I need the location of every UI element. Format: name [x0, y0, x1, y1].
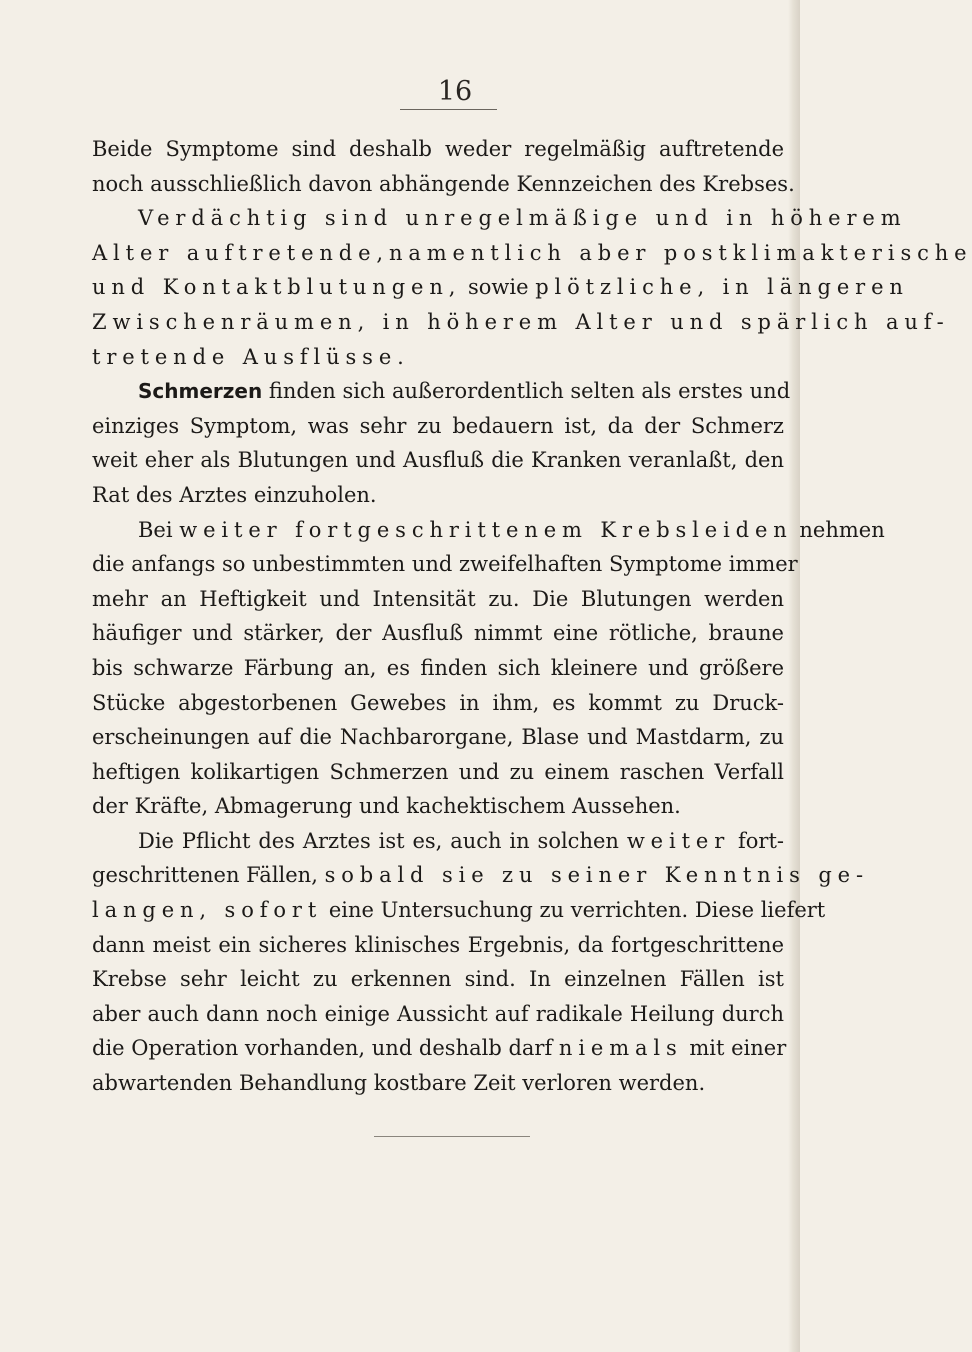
text-line: Stücke abgestorbenen Gewebes in ihm, es kommt zu Druck- [92, 690, 784, 715]
text-line: heftigen kolikartigen Schmerzen und zu einem raschen Verfall [92, 759, 784, 784]
text-line: weit eher als Blutungen und Ausfluß die Kranken veranlaßt, den [92, 448, 784, 473]
text-line: mehr an Heftigkeit und Intensität zu. Die Blutungen werden [92, 586, 784, 611]
section-term: Schmerzen [138, 379, 263, 404]
footer-rule [374, 1136, 530, 1137]
text-line: noch ausschließlich davon abhängende Kennzeichen des Krebses. [92, 171, 795, 196]
text-line: langen, sofort eine Untersuchung zu verrichten. Diese liefert [92, 898, 826, 923]
header-rule [400, 109, 497, 110]
text-line: Die Pflicht des Arztes ist es, auch in solchen weiter fort- [138, 828, 784, 853]
text-line: tretende Ausflüsse. [92, 344, 410, 369]
text-line: der Kräfte, Abmagerung und kachektischem Aussehen. [92, 794, 681, 819]
text-line: dann meist ein sicheres klinisches Ergebnis, da fortgeschrittene [92, 932, 784, 957]
text-line: die Operation vorhanden, und deshalb darf niemals mit einer [92, 1036, 787, 1061]
text-line: aber auch dann noch einige Aussicht auf radikale Heilung durch [92, 1001, 784, 1026]
text-line: erscheinungen auf die Nachbarorgane, Blase und Mastdarm, zu [92, 725, 784, 750]
text-line: geschrittenen Fällen, sobald sie zu seiner Kenntnis ge- [92, 863, 869, 888]
text-line: Bei weiter fortgeschrittenem Krebsleiden nehmen [138, 517, 885, 542]
text-line: Rat des Arztes einzuholen. [92, 482, 377, 507]
text-line: Zwischenräumen, in höherem Alter und spärlich auf- [92, 309, 950, 334]
text-line: einziges Symptom, was sehr zu bedauern ist, da der Schmerz [92, 413, 784, 438]
text-line: und Kontaktblutungen, sowie plötzliche, in längeren [92, 275, 909, 300]
text-line: Krebse sehr leicht zu erkennen sind. In einzelnen Fällen ist [92, 967, 784, 992]
page-number: 16 [437, 76, 473, 107]
body-text [92, 132, 972, 1101]
text-line: die anfangs so unbestimmten und zweifelhaften Symptome immer [92, 552, 798, 577]
text-line: Verdächtig sind unregelmäßige und in höherem [138, 206, 907, 231]
text-line: Alter auftretende,namentlich aber postklimakterische [92, 240, 972, 265]
text-line: Schmerzen finden sich außerordentlich selten als erstes und [138, 379, 791, 404]
text-line: abwartenden Behandlung kostbare Zeit verloren werden. [92, 1071, 706, 1096]
text-line: bis schwarze Färbung an, es finden sich kleinere und größere [92, 655, 784, 680]
text-line: Beide Symptome sind deshalb weder regelmäßig auftretende [92, 137, 784, 161]
text-line: häufiger und stärker, der Ausfluß nimmt eine rötliche, braune [92, 621, 784, 646]
